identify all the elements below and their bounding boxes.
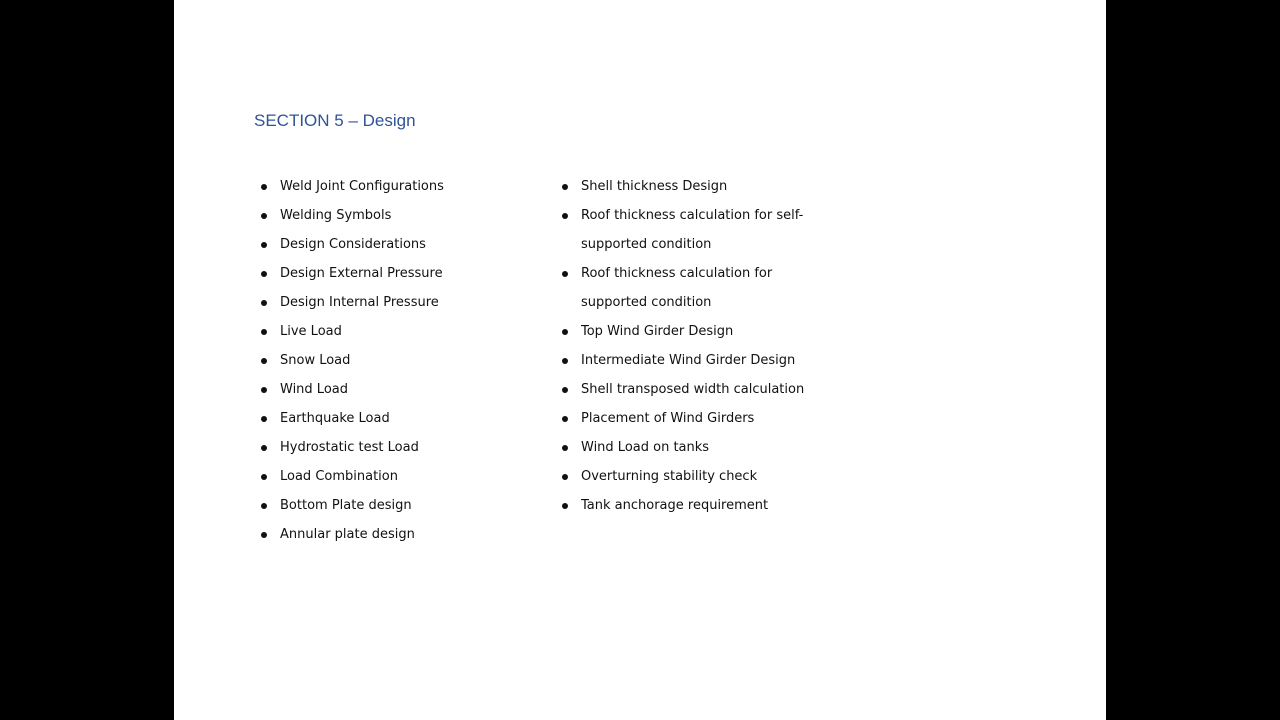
list-item-label: Design Considerations [280, 237, 426, 252]
bullet-icon [562, 213, 568, 219]
bullet-icon [261, 271, 267, 277]
list-item [254, 491, 524, 520]
list-item-label: Load Combination [280, 469, 398, 484]
list-item-label: Earthquake Load [280, 411, 390, 426]
list-item [254, 375, 524, 404]
bullet-icon [562, 387, 568, 393]
list-item-label: Shell thickness Design [581, 179, 728, 194]
list-item [254, 346, 524, 375]
list-item [254, 201, 524, 230]
section-heading: SECTION 5 – Design [254, 111, 416, 130]
list-item [555, 433, 835, 462]
topic-list-right [555, 172, 835, 520]
list-item-label: Overturning stability check [581, 469, 758, 484]
bullet-icon [562, 445, 568, 451]
list-item-label: Live Load [280, 324, 342, 339]
list-item [555, 491, 835, 520]
list-item-label: Weld Joint Configurations [280, 179, 444, 194]
bullet-icon [562, 184, 568, 190]
bullet-icon [261, 503, 267, 509]
topic-list-left [254, 172, 524, 549]
bullet-icon [261, 474, 267, 480]
list-item-label: Bottom Plate design [280, 498, 412, 513]
list-item [555, 375, 835, 404]
list-item [555, 201, 835, 259]
bullet-icon [261, 329, 267, 335]
list-item-label: Top Wind Girder Design [581, 324, 734, 339]
list-item-label: Shell transposed width calculation [581, 382, 805, 397]
list-item-label: Hydrostatic test Load [280, 440, 419, 455]
list-item [254, 259, 524, 288]
list-item [254, 288, 524, 317]
list-item [254, 172, 524, 201]
list-item-label: Roof thickness calculation for self-supported condition [581, 208, 804, 252]
list-item [254, 317, 524, 346]
list-item [555, 172, 835, 201]
list-item-label: Placement of Wind Girders [581, 411, 755, 426]
bullet-icon [562, 271, 568, 277]
bullet-icon [261, 358, 267, 364]
list-item-label: Wind Load [280, 382, 348, 397]
bullet-icon [261, 532, 267, 538]
list-item-label: Design External Pressure [280, 266, 443, 281]
bullet-icon [261, 300, 267, 306]
bullet-icon [261, 184, 267, 190]
list-item [254, 462, 524, 491]
bullet-icon [261, 445, 267, 451]
document-page [174, 0, 1106, 720]
list-item-label: Tank anchorage requirement [581, 498, 769, 513]
bullet-icon [562, 416, 568, 422]
list-item-label: Roof thickness calculation for supported condition [581, 266, 773, 310]
bullet-icon [261, 416, 267, 422]
bullet-icon [562, 358, 568, 364]
list-item [254, 433, 524, 462]
list-item [555, 404, 835, 433]
list-item-label: Wind Load on tanks [581, 440, 710, 455]
bullet-icon [562, 329, 568, 335]
list-item [555, 317, 835, 346]
list-item [555, 259, 835, 317]
list-item [555, 462, 835, 491]
bullet-icon [261, 387, 267, 393]
bullet-icon [562, 503, 568, 509]
list-item [254, 520, 524, 549]
list-item-label: Snow Load [280, 353, 351, 368]
list-item-label: Annular plate design [280, 527, 415, 542]
bullet-icon [562, 474, 568, 480]
list-item-label: Intermediate Wind Girder Design [581, 353, 796, 368]
list-item [254, 404, 524, 433]
list-item-label: Design Internal Pressure [280, 295, 439, 310]
list-item [555, 346, 835, 375]
bullet-icon [261, 242, 267, 248]
list-item [254, 230, 524, 259]
list-item-label: Welding Symbols [280, 208, 392, 223]
bullet-icon [261, 213, 267, 219]
